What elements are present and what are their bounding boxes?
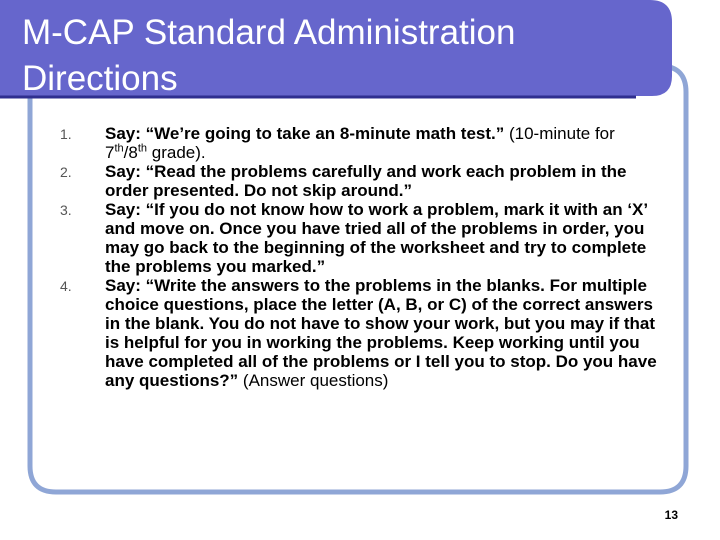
directions-list (60, 124, 660, 390)
direction-text-part: /8 (123, 143, 138, 162)
direction-number: 4. (60, 278, 72, 294)
direction-text-part: Say: “If you do not know how to work a problem, mark it with an ‘X’ and move on. Once you have tried all of the problems in order, you may go back to the beginning of the worksheet and try to complete the problems you marked.” (105, 200, 648, 276)
page-number: 13 (664, 508, 678, 522)
slide-title-line-1: M-CAP Standard Administration (22, 13, 516, 52)
direction-text-part: Say: “Read the problems carefully and work each problem in the order presented. Do not skip around.” (105, 162, 627, 200)
superscript: th (114, 142, 124, 155)
direction-text-part: Say: “We’re going to take an 8-minute math test.” (105, 124, 509, 143)
superscript: th (137, 142, 148, 155)
direction-text-part: Say: “Write the answers to the problems in the blanks. For multiple choice questions, place the letter (A, B, or C) of the correct answers in the blank. You do not have to show your work, but you may if that is helpful for you in working the problems. Keep working until you have completed all of the problems or I tell you to stop. Do you have any questions?” (105, 276, 657, 390)
slide-title (22, 10, 642, 102)
direction-item (60, 124, 660, 162)
direction-text-part: grade). (147, 143, 206, 162)
direction-text (105, 162, 660, 200)
direction-text-part: (10-minute for 7 (105, 124, 615, 162)
direction-number: 3. (60, 202, 72, 218)
direction-text (105, 276, 660, 390)
direction-item (60, 162, 660, 200)
direction-number: 1. (60, 126, 72, 142)
direction-text (105, 200, 660, 276)
direction-item (60, 276, 660, 390)
direction-item (60, 200, 660, 276)
direction-text-part: (Answer questions) (242, 371, 389, 390)
direction-text (105, 124, 660, 162)
direction-number: 2. (60, 164, 72, 180)
slide-title-line-2: Directions (22, 59, 178, 98)
